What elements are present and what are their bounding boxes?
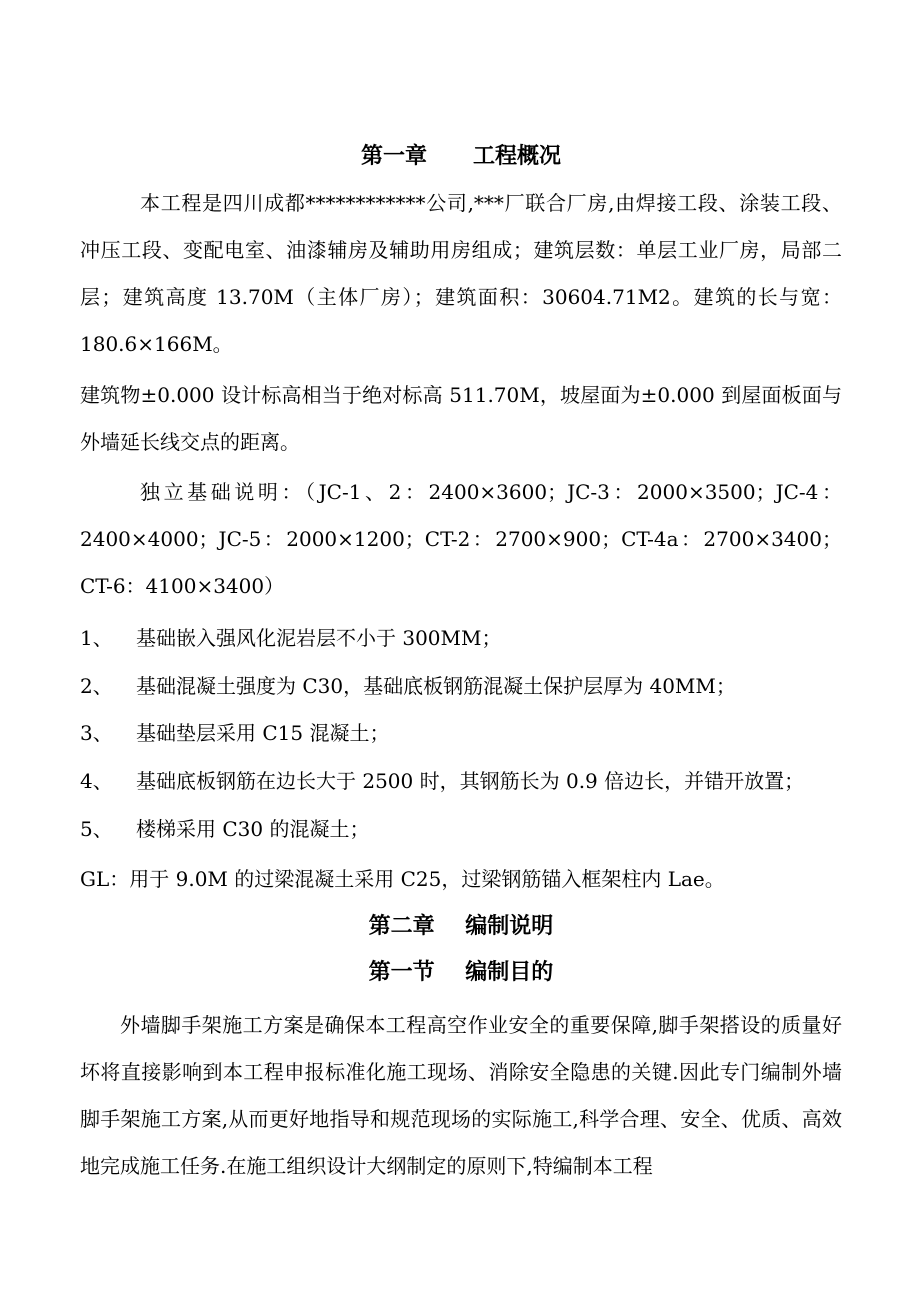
list-item bbox=[80, 623, 842, 653]
chapter1-title: 第一章 工程概况 bbox=[361, 144, 561, 169]
elevation-paragraph: 建筑物±0.000 设计标高相当于绝对标高 511.70M，坡屋面为±0.000 到屋面板面与外墙延长线交点的距离。 bbox=[80, 383, 842, 454]
list-item-text: 基础嵌入强风化泥岩层不小于 300MM； bbox=[136, 626, 502, 650]
list-item-number: 2、 bbox=[80, 674, 113, 698]
overview-paragraph: 本工程是四川成都************公司,***厂联合厂房,由焊接工段、涂装工段、冲压工段、变配电室、油漆辅房及辅助用房组成；建筑层数：单层工业厂房，局部二层；建筑高度 13.70M（主体厂房）；建筑面积：30604.71M2。建筑的长与宽：180.6×166M。 bbox=[80, 191, 842, 356]
purpose-paragraph: 外墙脚手架施工方案是确保本工程高空作业安全的重要保障,脚手架搭设的质量好坏将直接影响到本工程申报标准化施工现场、消除安全隐患的关键.因此专门编制外墙脚手架施工方案,从而更好地指导和规范现场的实际施工,科学合理、安全、优质、高效地完成施工任务.在施工组织设计大纲制定的原则下,特编制本工程 bbox=[80, 1013, 842, 1178]
list-item-text: 基础垫层采用 C15 混凝土； bbox=[136, 721, 390, 745]
list-item-text: 基础底板钢筋在边长大于 2500 时，其钢筋长为 0.9 倍边长，并错开放置； bbox=[136, 769, 805, 793]
list-item-text: 基础混凝土强度为 C30，基础底板钢筋混凝土保护层厚为 40MM； bbox=[136, 674, 736, 698]
list-item bbox=[80, 814, 842, 844]
list-item-text: 楼梯采用 C30 的混凝土； bbox=[136, 817, 370, 841]
list-item bbox=[80, 766, 842, 796]
list-item bbox=[80, 671, 842, 701]
list-item-number: 4、 bbox=[80, 769, 113, 793]
gl-note: GL：用于 9.0M 的过梁混凝土采用 C25，过梁钢筋锚入框架柱内 Lae。 bbox=[80, 867, 725, 891]
list-item bbox=[80, 718, 842, 748]
list-item-number: 5、 bbox=[80, 817, 113, 841]
foundation-paragraph: 独立基础说明：（JC-1、2：2400×3600；JC-3：2000×3500；JC-4：2400×4000；JC-5：2000×1200；CT-2：2700×900；CT-4a：2700×3400；CT-6：4100×3400） bbox=[80, 480, 842, 598]
list-item-number: 1、 bbox=[80, 626, 113, 650]
chapter2-title: 第二章 编制说明 bbox=[368, 914, 554, 939]
section1-title: 第一节 编制目的 bbox=[368, 960, 554, 985]
list-item-number: 3、 bbox=[80, 721, 113, 745]
